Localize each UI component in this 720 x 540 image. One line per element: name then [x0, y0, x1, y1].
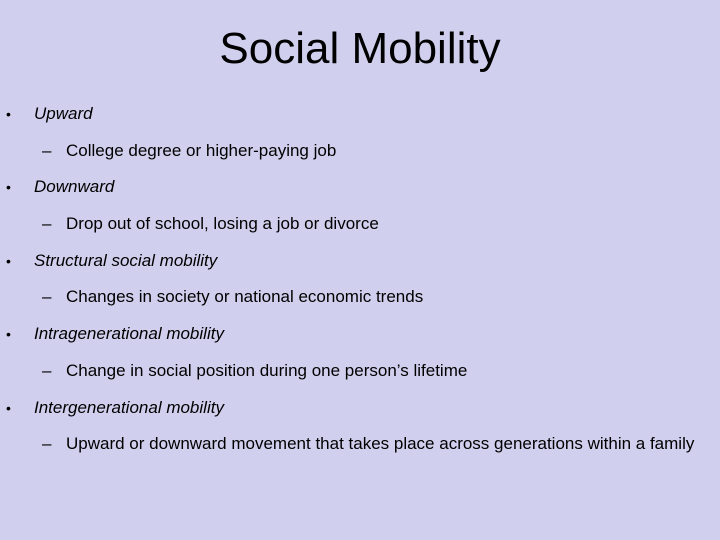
bullet-label: Intragenerational mobility: [34, 324, 224, 343]
sub-bullet-text: Changes in society or national economic trends: [66, 287, 424, 306]
bullet-dot: •: [6, 326, 11, 342]
bullet-label: Intergenerational mobility: [34, 398, 224, 417]
sub-bullet-text: Drop out of school, losing a job or divorce: [66, 214, 379, 233]
sub-bullet-dash: –: [42, 141, 52, 160]
sub-bullet-dash: –: [42, 287, 52, 306]
bullet-dot: •: [6, 179, 11, 195]
bullet-dot: •: [6, 106, 11, 122]
sub-bullet-dash: –: [42, 214, 52, 233]
slide-title: Social Mobility: [219, 24, 501, 73]
sub-bullet-dash: –: [42, 434, 52, 453]
bullet-label: Structural social mobility: [34, 251, 218, 270]
sub-bullet-text: College degree or higher-paying job: [66, 141, 337, 160]
bullet-label: Downward: [34, 177, 115, 196]
sub-bullet-text: Change in social position during one person’s lifetime: [66, 361, 468, 380]
sub-bullet-text: Upward or downward movement that takes place across generations within a family: [66, 434, 695, 453]
sub-bullet-dash: –: [42, 361, 52, 380]
bullet-dot: •: [6, 253, 11, 269]
bullet-dot: •: [6, 400, 11, 416]
bullet-label: Upward: [34, 104, 93, 123]
